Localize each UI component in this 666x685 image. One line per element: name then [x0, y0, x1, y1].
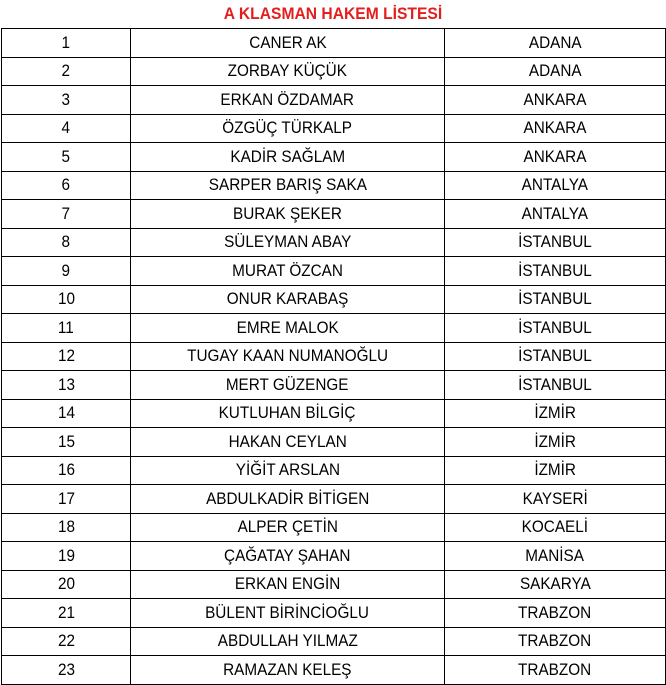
row-number-text: 15 — [57, 431, 75, 451]
row-number-text: 4 — [61, 118, 71, 138]
referee-name-text: SARPER BARIŞ SAKA — [208, 175, 367, 195]
referee-name-cell — [131, 656, 445, 685]
row-number-cell — [2, 656, 131, 685]
row-number-cell — [2, 627, 131, 656]
referee-city-text: ANTALYA — [521, 175, 589, 195]
table-row — [2, 228, 666, 257]
row-number-cell — [2, 86, 131, 115]
referee-name-text: TUGAY KAAN NUMANOĞLU — [187, 346, 388, 366]
row-number-text: 7 — [61, 203, 71, 223]
referee-name-text: ERKAN ENGİN — [234, 574, 341, 594]
referee-city-cell — [445, 428, 666, 457]
table-row — [2, 57, 666, 86]
referee-name-text: SÜLEYMAN ABAY — [223, 232, 352, 252]
referee-name-cell — [131, 627, 445, 656]
row-number-text: 19 — [57, 545, 75, 565]
referee-city-cell — [445, 599, 666, 628]
referee-name-cell — [131, 314, 445, 343]
referee-city-text: İSTANBUL — [518, 260, 592, 280]
referee-city-cell — [445, 371, 666, 400]
referee-name-cell — [131, 485, 445, 514]
referee-name-cell — [131, 285, 445, 314]
referee-name-cell — [131, 200, 445, 229]
referee-name-cell — [131, 171, 445, 200]
referee-city-text: İZMİR — [534, 431, 576, 451]
referee-city-text: KAYSERİ — [522, 488, 588, 508]
row-number-text: 17 — [57, 488, 75, 508]
referee-name-text: ERKAN ÖZDAMAR — [220, 89, 355, 109]
row-number-text: 1 — [61, 32, 71, 52]
table-row — [2, 171, 666, 200]
table-row — [2, 456, 666, 485]
table-row — [2, 599, 666, 628]
row-number-text: 21 — [57, 602, 75, 622]
referee-name-text: BÜLENT BİRİNCİOĞLU — [205, 602, 370, 622]
referee-name-text: EMRE MALOK — [236, 317, 339, 337]
row-number-text: 20 — [57, 574, 75, 594]
referee-table — [1, 28, 666, 685]
referee-city-text: KOCAELİ — [521, 517, 589, 537]
row-number-cell — [2, 29, 131, 58]
table-row — [2, 29, 666, 58]
referee-city-text: ADANA — [528, 61, 582, 81]
referee-name-cell — [131, 342, 445, 371]
row-number-text: 11 — [58, 317, 74, 337]
referee-city-cell — [445, 228, 666, 257]
row-number-text: 2 — [61, 61, 71, 81]
referee-city-cell — [445, 456, 666, 485]
table-row — [2, 485, 666, 514]
referee-city-cell — [445, 86, 666, 115]
table-row — [2, 371, 666, 400]
referee-city-text: TRABZON — [518, 631, 592, 651]
row-number-cell — [2, 228, 131, 257]
referee-name-cell — [131, 371, 445, 400]
referee-name-text: KADİR SAĞLAM — [230, 146, 345, 166]
referee-name-cell — [131, 143, 445, 172]
table-row — [2, 656, 666, 685]
row-number-text: 8 — [61, 232, 71, 252]
referee-city-cell — [445, 200, 666, 229]
table-row — [2, 513, 666, 542]
referee-name-text: ALPER ÇETİN — [237, 517, 338, 537]
row-number-cell — [2, 257, 131, 286]
referee-city-text: İSTANBUL — [518, 346, 592, 366]
referee-name-cell — [131, 456, 445, 485]
referee-city-cell — [445, 285, 666, 314]
table-row — [2, 114, 666, 143]
row-number-text: 10 — [57, 289, 75, 309]
referee-name-cell — [131, 428, 445, 457]
row-number-cell — [2, 371, 131, 400]
referee-name-text: CANER AK — [248, 32, 327, 52]
referee-city-cell — [445, 513, 666, 542]
row-number-text: 22 — [57, 631, 75, 651]
row-number-text: 5 — [61, 146, 71, 166]
referee-name-text: ABDULKADİR BİTİGEN — [205, 488, 370, 508]
row-number-text: 3 — [61, 89, 71, 109]
row-number-cell — [2, 456, 131, 485]
table-row — [2, 257, 666, 286]
referee-city-cell — [445, 143, 666, 172]
referee-city-text: ANKARA — [523, 118, 587, 138]
page-title: A KLASMAN HAKEM LİSTESİ — [223, 4, 443, 23]
row-number-text: 13 — [57, 374, 75, 394]
referee-name-text: BURAK ŞEKER — [233, 203, 342, 223]
referee-city-text: İSTANBUL — [518, 232, 592, 252]
table-row — [2, 428, 666, 457]
row-number-text: 23 — [57, 659, 75, 679]
referee-city-text: TRABZON — [518, 602, 592, 622]
referee-city-text: İSTANBUL — [518, 374, 592, 394]
referee-name-text: MURAT ÖZCAN — [232, 260, 343, 280]
referee-city-cell — [445, 542, 666, 571]
row-number-text: 12 — [57, 346, 75, 366]
referee-name-cell — [131, 86, 445, 115]
table-row — [2, 200, 666, 229]
table-row — [2, 342, 666, 371]
referee-city-cell — [445, 257, 666, 286]
referee-city-cell — [445, 399, 666, 428]
referee-city-text: ADANA — [528, 32, 582, 52]
referee-city-text: İSTANBUL — [518, 289, 592, 309]
row-number-cell — [2, 57, 131, 86]
row-number-cell — [2, 314, 131, 343]
row-number-cell — [2, 399, 131, 428]
table-row — [2, 627, 666, 656]
referee-city-cell — [445, 570, 666, 599]
referee-city-cell — [445, 314, 666, 343]
table-row — [2, 314, 666, 343]
referee-city-cell — [445, 114, 666, 143]
table-row — [2, 143, 666, 172]
referee-name-cell — [131, 114, 445, 143]
referee-city-cell — [445, 627, 666, 656]
referee-city-text: ANTALYA — [521, 203, 589, 223]
row-number-cell — [2, 542, 131, 571]
referee-name-text: ÖZGÜÇ TÜRKALP — [222, 118, 353, 138]
referee-table-body — [2, 29, 666, 685]
referee-name-text: YİĞİT ARSLAN — [235, 460, 340, 480]
referee-city-text: SAKARYA — [519, 574, 591, 594]
referee-city-cell — [445, 485, 666, 514]
referee-city-text: ANKARA — [523, 146, 587, 166]
referee-city-cell — [445, 171, 666, 200]
table-row — [2, 285, 666, 314]
row-number-text: 14 — [57, 403, 75, 423]
referee-city-cell — [445, 656, 666, 685]
referee-name-text: ABDULLAH YILMAZ — [217, 631, 358, 651]
row-number-cell — [2, 513, 131, 542]
row-number-cell — [2, 200, 131, 229]
row-number-text: 18 — [57, 517, 75, 537]
referee-city-text: MANİSA — [525, 545, 585, 565]
referee-name-text: ONUR KARABAŞ — [226, 289, 349, 309]
referee-name-cell — [131, 57, 445, 86]
row-number-text: 9 — [61, 260, 71, 280]
referee-city-text: ANKARA — [523, 89, 587, 109]
row-number-cell — [2, 285, 131, 314]
referee-name-text: RAMAZAN KELEŞ — [223, 659, 352, 679]
referee-city-cell — [445, 342, 666, 371]
referee-name-cell — [131, 257, 445, 286]
referee-name-text: ÇAĞATAY ŞAHAN — [224, 545, 351, 565]
referee-city-text: İZMİR — [534, 403, 576, 423]
row-number-cell — [2, 570, 131, 599]
referee-name-cell — [131, 399, 445, 428]
table-row — [2, 542, 666, 571]
referee-name-cell — [131, 228, 445, 257]
referee-name-text: MERT GÜZENGE — [226, 374, 349, 394]
row-number-cell — [2, 143, 131, 172]
referee-name-text: HAKAN CEYLAN — [228, 431, 347, 451]
row-number-cell — [2, 428, 131, 457]
row-number-cell — [2, 342, 131, 371]
referee-city-text: İZMİR — [534, 460, 576, 480]
referee-name-cell — [131, 513, 445, 542]
referee-name-cell — [131, 542, 445, 571]
row-number-cell — [2, 485, 131, 514]
row-number-text: 6 — [61, 175, 71, 195]
row-number-cell — [2, 171, 131, 200]
referee-name-cell — [131, 570, 445, 599]
referee-city-cell — [445, 29, 666, 58]
referee-name-cell — [131, 29, 445, 58]
referee-city-text: İSTANBUL — [518, 317, 592, 337]
row-number-text: 16 — [57, 460, 75, 480]
row-number-cell — [2, 599, 131, 628]
referee-name-text: ZORBAY KÜÇÜK — [227, 61, 348, 81]
table-row — [2, 570, 666, 599]
row-number-cell — [2, 114, 131, 143]
referee-name-cell — [131, 599, 445, 628]
referee-city-text: TRABZON — [518, 659, 592, 679]
referee-name-text: KUTLUHAN BİLGİÇ — [219, 403, 356, 423]
table-row — [2, 86, 666, 115]
referee-city-cell — [445, 57, 666, 86]
table-row — [2, 399, 666, 428]
